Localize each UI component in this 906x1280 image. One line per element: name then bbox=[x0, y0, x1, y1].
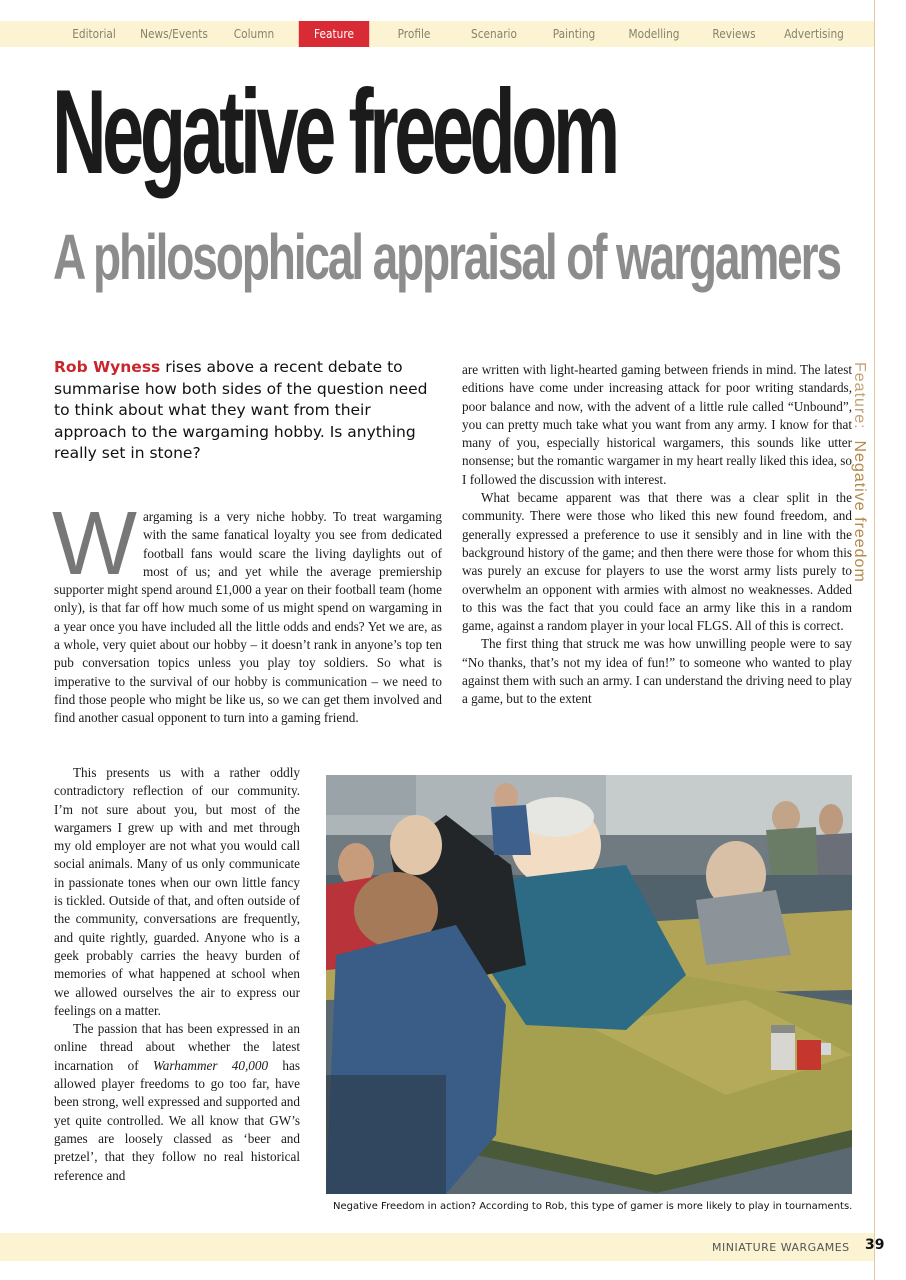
photo-caption: Negative Freedom in action? According to Rob, this type of gamer is more likely to play in tournaments. bbox=[333, 1201, 853, 1212]
side-label-title: Negative freedom bbox=[851, 440, 868, 583]
body-paragraph: What became apparent was that there was a clear split in the community. There were those who liked this new found freedom, and generally expressed a preference to use it sensibly and in line with the background history of the game; and then there were those for whom this was purely an excuse for players to use the worst army lists purely to overwhelm an opponent with armies with almost no weaknesses. Added to this was the fact that you could face an army like this in a random game, against a random player in your local FLGS. All of this is correct. bbox=[462, 490, 852, 634]
body-paragraph: Wargaming is a very niche hobby. To treat wargaming with the same fanatical loyalty you see from dedicated football fans would scare the living daylights out of most of us; and yet while the average premiership supporter might spend around £1,000 a year on their football team (home only), is that far off how much some of us might spend on wargaming in a year once you have included all the little odds and ends? Yet we are, as a whole, very quiet about our hobby – it doesn’t rank in anyone’s top ten pub conversation topics unless you play toy soldiers. So what is imperative to the survival of our hobby is communication – we need to find those people who might be like us, so we can get them involved and find another casual opponent to turn into a gaming friend. bbox=[52, 494, 442, 726]
column-left-bottom bbox=[54, 764, 300, 1185]
section-nav bbox=[54, 21, 854, 47]
nav-item-feature[interactable]: Feature bbox=[299, 21, 369, 47]
nav-item-column[interactable]: Column bbox=[233, 27, 275, 41]
nav-item-modelling[interactable]: Modelling bbox=[628, 27, 680, 41]
nav-item-scenario[interactable]: Scenario bbox=[471, 27, 517, 41]
standfirst bbox=[54, 357, 439, 465]
body-paragraph: are written with light-hearted gaming between friends in mind. The latest editions have come under increasing attack for poor writing standards, poor balance and now, with the advent of a little rule called “Unbound”, you can pretty much take what you want from any army. I know for that many of you, especially historical wargamers, this sounds like utter nonsense; but the romantic wargamer in my heart really liked this idea, so I followed the discussion with interest. bbox=[462, 362, 852, 487]
standfirst-text: rises above a recent debate to summarise how both sides of the question need to think about what they want from their approach to the wargaming hobby. Is anything really set in stone? bbox=[54, 358, 428, 462]
body-paragraph: The passion that has been expressed in an online thread about whether the latest incarnation of Warhammer 40,000 has allowed player freedoms to go too far, have been strong, well expressed and supported and yet quite controlled. We all know that GW’s games are loosely classed as ‘beer and pretzel’, that they follow no real historical reference and bbox=[54, 1021, 300, 1183]
section-side-label bbox=[850, 362, 868, 583]
footer-magazine-name: MINIATURE WARGAMES bbox=[712, 1241, 850, 1254]
nav-item-reviews[interactable]: Reviews bbox=[712, 27, 756, 41]
article-photo bbox=[326, 775, 852, 1194]
article-title: Negative freedom bbox=[52, 65, 616, 199]
article-subtitle: A philosophical appraisal of wargamers bbox=[53, 221, 840, 293]
author-name: Rob Wyness bbox=[54, 358, 161, 376]
body-paragraph: The first thing that struck me was how unwilling people were to say “No thanks, that’s not my idea of fun!” to someone who wanted to play against them with such an army. I can understand the driving need to play a game, but to the extent bbox=[462, 636, 852, 707]
margin-rule bbox=[874, 0, 875, 1280]
nav-item-advertising[interactable]: Advertising bbox=[784, 27, 844, 41]
page-number: 39 bbox=[865, 1237, 885, 1253]
body-paragraph: This presents us with a rather oddly contradictory reflection of our community. I’m not sure about you, but most of the wargamers I grew up with and met through my old employer are not what you would call social animals. Many of us only communicate in passionate tones when our own little fancy is tickled. Outside of that, and often outside of the community, conversations are frequently, and quite rightly, guarded. Anyone who is a geek probably carries the heavy burden of memories of what happened at school when we allowed ourselves the air to express our feelings on a matter. bbox=[54, 765, 300, 1018]
column-right bbox=[462, 361, 852, 709]
nav-item-editorial[interactable]: Editorial bbox=[72, 27, 116, 41]
game-title: Warhammer 40,000 bbox=[152, 1057, 269, 1073]
wargaming-tournament-photo bbox=[326, 775, 852, 1194]
nav-item-news-events[interactable]: News/Events bbox=[140, 27, 208, 41]
side-label-section: Feature: bbox=[851, 362, 868, 430]
column-left-top bbox=[52, 494, 442, 728]
drop-cap: W bbox=[52, 494, 137, 594]
nav-item-painting[interactable]: Painting bbox=[552, 27, 596, 41]
nav-item-profile[interactable]: Profile bbox=[397, 27, 431, 41]
